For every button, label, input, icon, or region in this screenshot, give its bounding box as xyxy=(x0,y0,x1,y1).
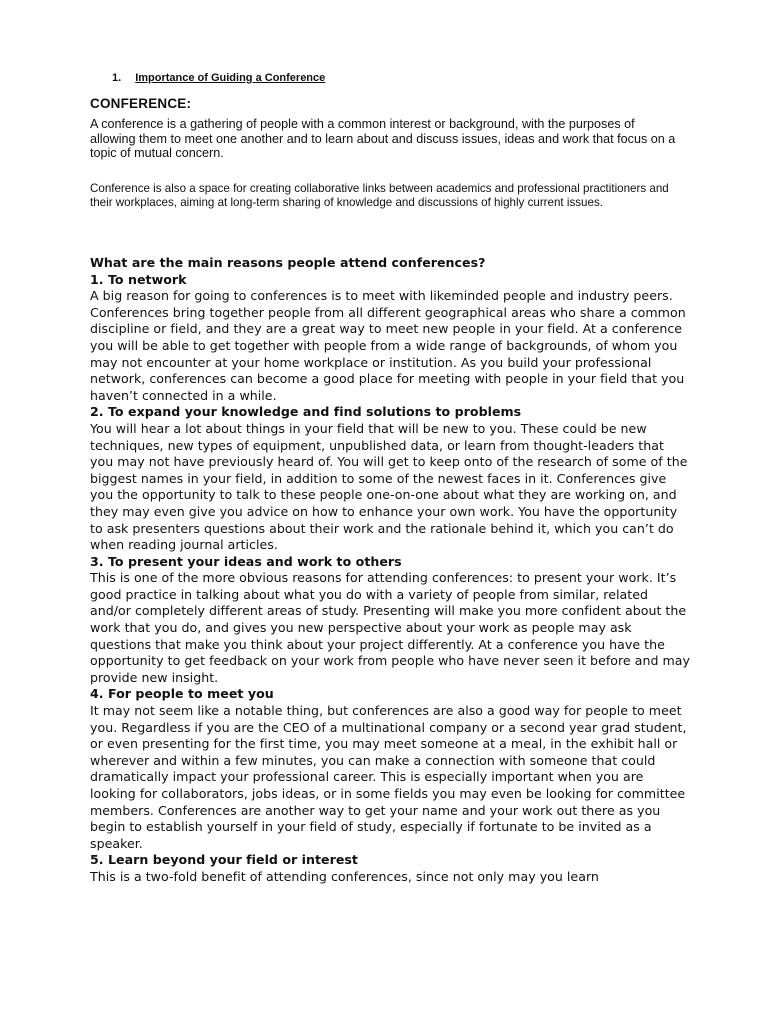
space-paragraph: Conference is also a space for creating collaborative links between academics and professional practitioners and their workplaces, aiming at long-term sharing of knowledge and discussions of highly current issues. xyxy=(90,182,669,209)
section-title: Importance of Guiding a Conference xyxy=(135,72,326,84)
section-heading xyxy=(112,72,325,84)
reason-text: It may not seem like a notable thing, but conferences are also a good way for people to meet you. Regardless if you are the CEO of a multinational company or a second year grad student, or even presenting for the first time, you may meet someone at a meal, in the exhibit hall or wherever and within a few minutes, you can make a connection with someone that could dramatically impact your professional career. This is especially important when you are looking for collaborators, jobs ideas, or in some fields you may even be looking for committee members. Conferences are another way to get your name and your work out there as you begin to establish yourself in your field of study, especially if fortunate to be invited as a speaker. xyxy=(90,703,687,851)
section-number: 1. xyxy=(112,72,122,84)
reasons-section xyxy=(90,255,690,886)
reason-heading: 5. Learn beyond your field or interest xyxy=(90,852,358,868)
definition-paragraph: A conference is a gathering of people with a common interest or background, with the purposes of allowing them to meet one another and to learn about and discuss issues, ideas and work that focus on a topic of mutual concern. xyxy=(90,117,676,161)
reason-heading: 4. For people to meet you xyxy=(90,686,274,702)
reason-text: You will hear a lot about things in your field that will be new to you. These could be new techniques, new types of equipment, unpublished data, or learn from thought-leaders that you may not have previously heard of. You will get to keep onto of the research of some of the biggest names in your field, in addition to some of the newest faces in it. Conferences give you the opportunity to talk to these people one-on-one about what they are working on, and they may even give you advice on how to enhance your own work. You have the opportunity to ask presenters questions about their work and the rationale behind it, which you can’t do when reading journal articles. xyxy=(90,420,688,553)
reason-heading: 1. To network xyxy=(90,271,187,287)
reason-text: This is a two-fold benefit of attending conferences, since not only may you learn xyxy=(90,868,599,884)
reason-heading: 3. To present your ideas and work to others xyxy=(90,553,402,569)
reason-heading: 2. To expand your knowledge and find solutions to problems xyxy=(90,404,522,420)
reasons-question: What are the main reasons people attend conferences? xyxy=(90,255,486,270)
reason-text: A big reason for going to conferences is to meet with likeminded people and industry peers. Conferences bring together people from all different geographical areas who share a common discipline or field, and they are a great way to meet new people in your field. At a conference you will be able to get together with people from a wide range of backgrounds, of whom you may not encounter at your home workplace or institution. As you build your professional network, conferences can become a good place for meeting with people in your field that you haven’t connected in a while. xyxy=(90,288,686,403)
reason-text: This is one of the more obvious reasons for attending conferences: to present your work. It’s good practice in talking about what you do with a variety of people from similar, related and/or completely different areas of study. Presenting will make you more confident about the work that you do, and gives you new perspective about your work as people may ask questions that make you think about your project differently. At a conference you have the opportunity to get feedback on your work from people who have never seen it before and may provide new insight. xyxy=(90,570,691,685)
conference-heading: CONFERENCE: xyxy=(90,96,192,111)
